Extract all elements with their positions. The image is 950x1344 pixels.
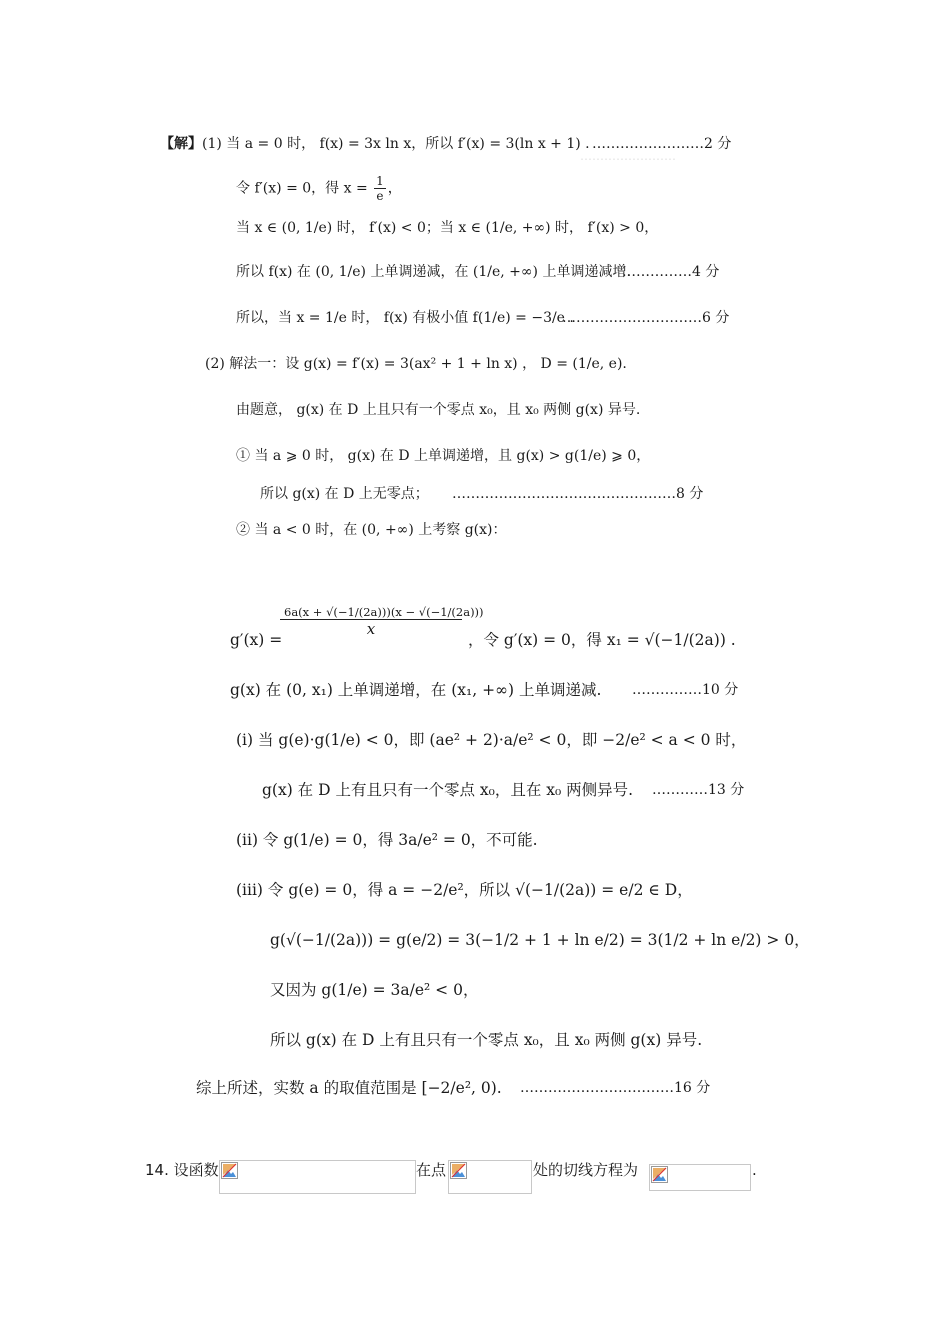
- score-4: ……………4 分: [622, 264, 720, 280]
- gprime-numerator: 6a(x + √(−1/(2a)))(x − √(−1/(2a))): [284, 605, 484, 619]
- case-i-line-2: g(x) 在 D 上有且只有一个零点 x₀，且在 x₀ 两侧异号.: [262, 781, 634, 799]
- question-14-text-4: .: [752, 1161, 757, 1179]
- numerator: 1: [376, 174, 384, 188]
- broken-image-icon: [221, 1162, 238, 1179]
- solution-line-5: 所以，当 x = 1/e 时， f(x) 有极小值 f(1/e) = −3/e .: [236, 310, 574, 326]
- solution-line-9: 所以 g(x) 在 D 上无零点；: [260, 486, 429, 502]
- solution-line-3: 当 x ∈ (0, 1/e) 时， f′(x) < 0；当 x ∈ (1/e, +∞) 时， f′(x) > 0，: [236, 220, 659, 236]
- case-iii-line-2: g(√(−1/(2a))) = g(e/2) = 3(−1/2 + 1 + ln e/2) = 3(1/2 + ln e/2) > 0，: [270, 931, 810, 949]
- solution-line-7: 由题意， g(x) 在 D 上且只有一个零点 x₀，且 x₀ 两侧 g(x) 异号.: [236, 402, 641, 418]
- solution-line-1: [160, 134, 590, 154]
- solution-head: 【解】: [160, 136, 202, 152]
- monotonic-line: g(x) 在 (0, x₁) 上单调递增，在 (x₁, +∞) 上单调递减.: [230, 681, 602, 699]
- formula-image-1[interactable]: [219, 1160, 416, 1194]
- broken-image-icon: [450, 1162, 467, 1179]
- solution-line-2: [236, 174, 402, 203]
- solution-line-4: 所以 f(x) 在 (0, 1/e) 上单调递减，在 (1/e, +∞) 上单调递减增.: [236, 264, 631, 280]
- case-i-line: (i) 当 g(e)·g(1/e) < 0，即 (ae² + 2)·a/e² < 0，即 −2/e² < a < 0 时，: [236, 731, 747, 749]
- text: 令 f′(x) = 0，得 x =: [236, 180, 368, 197]
- case-iii-line-4: 所以 g(x) 在 D 上有且只有一个零点 x₀，且 x₀ 两侧 g(x) 异号.: [270, 1031, 703, 1049]
- solution-line-6: (2) 解法一：设 g(x) = f′(x) = 3(ax² + 1 + ln x) ， D = (1/e, e).: [205, 356, 627, 372]
- broken-image-icon: [651, 1166, 668, 1183]
- case-iii-line: (iii) 令 g(e) = 0，得 a = −2/e²，所以 √(−1/(2a)) = e/2 ∈ D，: [236, 881, 693, 899]
- question-14-text-2: 在点: [416, 1161, 447, 1179]
- score-8: …………………………………………8 分: [452, 486, 704, 502]
- case-ii-line: (ii) 令 g(1/e) = 0，得 3a/e² = 0，不可能.: [236, 831, 538, 849]
- formula-image-3[interactable]: [649, 1164, 751, 1191]
- scan-bleed: ⋯⋯⋯⋯⋯⋯⋯⋯: [580, 152, 676, 166]
- question-14-text-1: 14. 设函数: [145, 1161, 219, 1179]
- score-16: ……………………………16 分: [520, 1080, 711, 1096]
- solution-line-10: ② 当 a < 0 时，在 (0, +∞) 上考察 g(x)：: [236, 522, 507, 538]
- gprime-rest: ，令 g′(x) = 0，得 x₁ = √(−1/(2a)) .: [468, 631, 736, 649]
- case-iii-line-3: 又因为 g(1/e) = 3a/e² < 0，: [270, 981, 479, 999]
- fraction: [374, 174, 386, 203]
- question-14-text-3: 处的切线方程为: [533, 1161, 639, 1179]
- score-2: ……………………2 分: [592, 136, 732, 152]
- score-6: …………………………6 分: [562, 310, 730, 326]
- score-10: ……………10 分: [632, 682, 739, 698]
- formula-image-2[interactable]: [448, 1160, 532, 1194]
- solution-line-8: ① 当 a ⩾ 0 时， g(x) 在 D 上单调递增，且 g(x) > g(1/e) ⩾ 0，: [236, 448, 651, 464]
- denominator: e: [374, 188, 386, 203]
- text: ，: [387, 180, 402, 197]
- gprime-lhs: g′(x) =: [230, 631, 283, 649]
- gprime-denominator: x: [366, 620, 376, 638]
- score-13: …………13 分: [652, 782, 745, 798]
- summary-line: 综上所述，实数 a 的取值范围是 [−2/e², 0).: [196, 1079, 502, 1097]
- gprime-fraction: [280, 605, 484, 638]
- solution-text: (1) 当 a = 0 时， f(x) = 3x ln x，所以 f′(x) = 3(ln x + 1) .: [202, 136, 590, 152]
